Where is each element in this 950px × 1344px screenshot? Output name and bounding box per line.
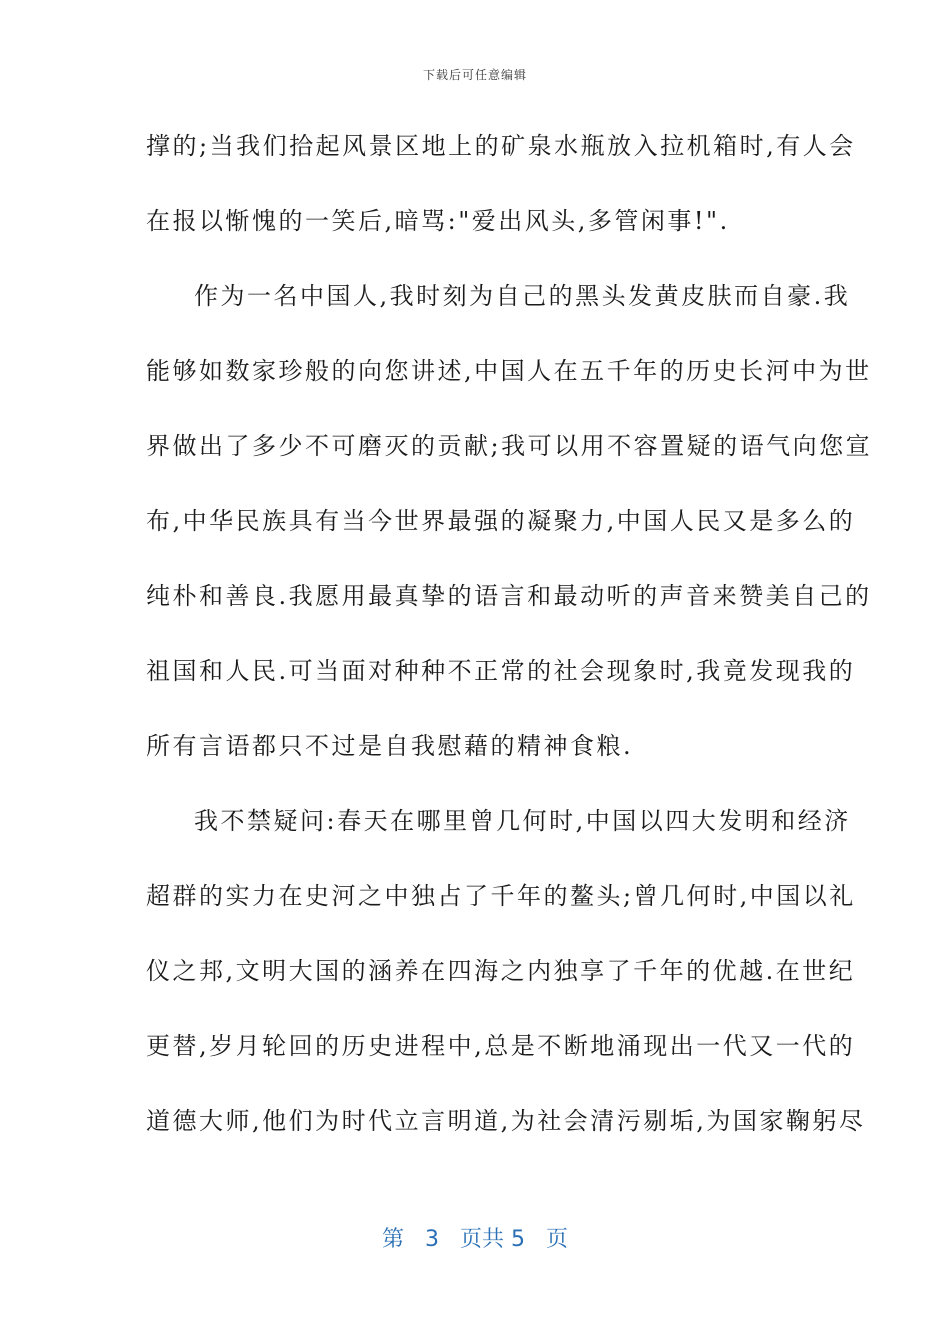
paragraph-first-line: 作为一名中国人,我时刻为自己的黑头发黄皮肤而自豪.我 — [194, 282, 851, 310]
footer-prefix: 第 — [382, 1227, 405, 1252]
current-page-number: 3 — [425, 1227, 439, 1252]
text-line: 纯朴和善良.我愿用最真挚的语言和最动听的声音来赞美自己的 — [146, 582, 872, 610]
document-body — [146, 120, 873, 1170]
total-pages-number: 5 — [511, 1227, 525, 1252]
text-line: 仪之邦,文明大国的涵养在四海之内独享了千年的优越.在世纪 — [146, 957, 856, 985]
text-line: 祖国和人民.可当面对种种不正常的社会现象时,我竟发现我的 — [146, 657, 856, 685]
text-line: 道德大师,他们为时代立言明道,为社会清污剔垢,为国家鞠躬尽 — [146, 1107, 866, 1135]
text-line: 所有言语都只不过是自我慰藉的精神食粮. — [146, 732, 634, 760]
text-line: 超群的实力在史河之中独占了千年的鳌头;曾几何时,中国以礼 — [146, 882, 856, 910]
page-number-footer — [0, 1222, 950, 1253]
paragraph-first-line: 我不禁疑问:春天在哪里曾几何时,中国以四大发明和经济 — [194, 807, 851, 835]
text-line: 界做出了多少不可磨灭的贡献;我可以用不容置疑的语气向您宣 — [146, 432, 873, 460]
footer-suffix: 页 — [545, 1227, 568, 1252]
text-line: 能够如数家珍般的向您讲述,中国人在五千年的历史长河中为世 — [146, 357, 872, 385]
page-header: 下载后可任意编辑 — [422, 68, 527, 82]
footer-middle: 页共 — [459, 1227, 504, 1252]
text-line: 撑的;当我们拾起风景区地上的矿泉水瓶放入拉机箱时,有人会 — [146, 132, 856, 160]
text-line: 布,中华民族具有当今世界最强的凝聚力,中国人民又是多么的 — [146, 507, 856, 535]
text-line: 在报以惭愧的一笑后,暗骂:"爱出风头,多管闲事!". — [146, 207, 730, 235]
text-line: 更替,岁月轮回的历史进程中,总是不断地涌现出一代又一代的 — [146, 1032, 856, 1060]
